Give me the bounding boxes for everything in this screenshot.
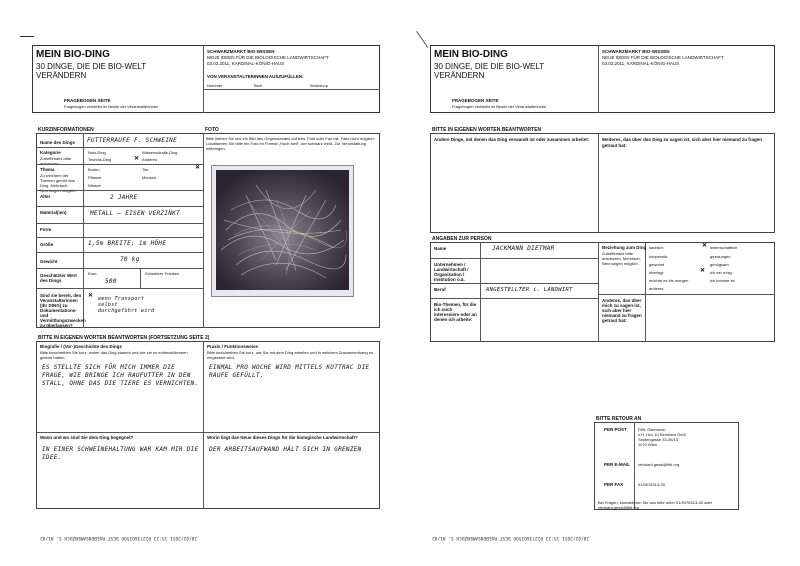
relation-note: Zutreffendes bitte ankreuzen. Mehrfach-Nennungen möglich.	[602, 251, 641, 266]
field-value-value[interactable]: 500	[105, 278, 117, 285]
form-page-label: FRAGEBOGEN SEITE	[64, 98, 111, 103]
header-subtitle-2-2: VERÄNDERN	[434, 71, 485, 80]
field-value-age[interactable]: 2 JAHRE	[110, 194, 138, 201]
other-things-label: Andere Dinge, mit denen das Ding verwandt ist oder zusammen arbeitet:	[434, 137, 590, 142]
photo-frame	[211, 165, 354, 297]
category-option-1[interactable]: Nutz-Ding	[88, 150, 106, 155]
relation-option-9[interactable]: möchte es bis morgen	[649, 278, 689, 283]
job-label: Beruf	[434, 287, 446, 292]
post-label: PER POST	[604, 427, 627, 432]
email-value[interactable]: reinhard.gessl@fibl.org	[638, 462, 680, 467]
event-line-2-1: NEUE IDEEN FÜR DIE BIOLOGISCHE LANDWIRTSCHAFT	[602, 55, 724, 60]
relation-check-mark: ✕	[702, 243, 708, 249]
relation-option-6[interactable]: genügsam	[710, 262, 729, 267]
organizer-field-1: Nummer	[207, 83, 223, 88]
q-bio-label: Biografie / (Vor-)Geschichte des Dings	[40, 344, 122, 349]
post-line-2: z.H. Hrn. Di Reinhard Geßl	[638, 432, 686, 437]
header-subtitle-2-1: 30 DINGE, DIE DIE BIO-WELT	[434, 62, 545, 71]
organizer-fill-label: VON VERANSTALTERINNEN AUSZUFÜLLEN:	[207, 74, 304, 79]
relation-option-11[interactable]: anderes	[649, 286, 664, 291]
q-praxis-label: Praxis / Funktionsweise	[207, 344, 259, 349]
relation-option-2[interactable]: leidenschaftlich	[710, 245, 738, 250]
field-label-value: Geschätzter Wert des Dings	[40, 273, 77, 283]
event-title: SCHWARZMARKT BIO-WISSEN	[207, 49, 275, 54]
other-about-me-label: Anderes, das über mich zu sagen ist, sich aber hier niemand zu fragen getraut hat:	[602, 298, 642, 323]
header-title: MEIN BIO-DING	[36, 49, 110, 60]
name-label: Name	[434, 246, 447, 251]
field-value-size[interactable]: 1,5m BREITE; 1m HÖHE	[88, 240, 167, 247]
q-praxis-answer[interactable]: EINMAL PRO WOCHE WIRD MITTELS KOTTRAC DIE RAUFE GEFÜLLT.	[209, 364, 370, 379]
theme-option-3[interactable]: Pflanze	[88, 175, 102, 180]
category-option-2[interactable]: Wissenschafts-Ding	[142, 150, 178, 155]
field-label-weight: Gewicht	[40, 259, 58, 264]
fax-label: PER FAX	[604, 482, 624, 487]
relation-option-8[interactable]: ich mir ruhig	[710, 270, 732, 275]
form-page-label-2: FRAGEBOGEN SEITE	[452, 98, 499, 103]
theme-check-mark: ✕	[195, 165, 201, 171]
relation-option-7[interactable]: überlegt	[649, 270, 664, 275]
q-when-label: Wann und wo sind Sie dem Ding begegnet?	[40, 435, 134, 440]
event-title-2: SCHWARZMARKT BIO-WISSEN	[602, 49, 670, 54]
field-unit-chf: Schweizer Franken	[145, 271, 180, 276]
continue-heading: BITTE IN EIGENEN WORTEN BEANTWORTEN (FORTSETZUNG SEITE 2)	[38, 335, 210, 341]
category-check-mark: ✕	[134, 156, 140, 162]
own-words-heading: BITTE IN EIGENEN WORTEN BEANTWORTEN	[432, 127, 542, 133]
field-note-category: Zutreffendes bitte ankreuzen	[40, 156, 72, 166]
organizer-field-2: Tisch	[253, 83, 263, 88]
photo-heading: FOTO	[205, 127, 219, 133]
relation-label: Beziehung zum Ding	[602, 245, 647, 250]
field-value-name[interactable]: FUTTERRAUFE F. SCHWEINE	[87, 137, 177, 144]
relation-option-4[interactable]: gezwungen	[710, 254, 731, 259]
field-value-consent[interactable]: wenn Transport selbst durchgeführt wird	[98, 296, 155, 314]
q-praxis-note: Bitte beschreiben Sie kurz, wie Sie mit dem Ding arbeiten und in welchem Zusammenhang es eingesetzt wird.	[207, 350, 374, 360]
relation-option-3[interactable]: kooperativ	[649, 254, 668, 259]
person-heading: ANGABEN ZUR PERSON	[432, 236, 492, 242]
fax-line-page-1: 28/02/2011 15:23 02273603596 DEST RUEBENSAMENZUCH S. 01/02	[40, 535, 198, 540]
field-label-category: Kategorie	[40, 150, 61, 155]
field-label-consent: Sind sie bereit, den Veranstalterinnen (Ihr DING) zu Dokumentations- und Vermittlungszwecken zu überlassen?	[40, 293, 86, 328]
event-line-1: NEUE IDEEN FÜR DIE BIOLOGISCHE LANDWIRTSCHAFT	[207, 55, 329, 60]
consent-check-mark: ✕	[88, 293, 94, 299]
short-info-heading: KURZINFORMATIONEN	[38, 127, 94, 133]
email-label: PER E-MAIL	[604, 462, 631, 467]
event-line-2: 03.03.2011, KARDINAL-KÖNIG-HAUS	[207, 61, 285, 66]
field-label-age: Alter	[40, 194, 51, 199]
q-new-label: Worin liegt das Neue dieses Dings für die biologische Landwirtschaft?	[207, 435, 358, 440]
q-when-answer[interactable]: IN EINER SCHWEINEHALTUNG WAR KAM MIR DIE IDEE.	[42, 446, 199, 461]
field-value-weight[interactable]: 70 kg	[120, 256, 140, 263]
q-bio-note: Bitte beschreiben Sie kurz, woher das Ding stammt und wie sie es entdeckt/kennen gelernt haben	[40, 350, 188, 360]
relation-check-mark-2: ✕	[700, 268, 706, 274]
fax-value: 01/9076313-20	[638, 482, 665, 487]
further-label: Weiteres, das über das Ding zu sagen ist, sich aber hier niemand zu fragen getraut hat:	[602, 137, 762, 148]
own-words-table	[430, 133, 775, 233]
fax-line-page-2: 28/02/2011 15:23 02273603596 DEST RUEBENSAMENZUCH S. 01/02	[432, 535, 590, 540]
bio-themes-label: Bio-Themen, für die ich mich interessiere oder an denen ich arbeite:	[434, 302, 477, 322]
relation-option-1[interactable]: sachlich	[649, 245, 664, 250]
field-label-name: Name des Dings	[40, 140, 76, 145]
theme-option-1[interactable]: Boden	[88, 167, 100, 172]
header-title-2: MEIN BIO-DING	[434, 49, 508, 60]
field-unit-euro: Euro	[88, 271, 97, 276]
theme-option-5[interactable]: Wissen	[88, 183, 102, 188]
photo-instructions: Bitte kleben Sie uns ein Bild des Gegenstandes auf bzw. Foto oder Fax mit. Falls nicht möglich: Lokalisieren Sie bitte ein Foto im Format „Hoch steil“, der schwarz weiß. Zur Veranstaltung mitbringen.	[206, 136, 375, 151]
q-bio-answer[interactable]: ES STELLTE SICH FÜR MICH IMMER DIE FRAGE, WIE BRINGE ICH RAUFUTTER IN DEN STALL, OHNE DAS DIE TIERE ES VERNICHTEN.	[42, 364, 199, 387]
form-page-2	[410, 30, 790, 550]
theme-option-4[interactable]: Mensch	[142, 175, 157, 180]
theme-option-2[interactable]: Tier	[142, 167, 149, 172]
category-option-3[interactable]: Technik-Ding	[88, 157, 112, 162]
form-page-note: Fragebogen verbleibt im Besitz der Veranstalterinnen	[64, 104, 159, 109]
post-line-4: 1070 Wien	[638, 442, 658, 447]
field-note-theme: Zu welchem der Themen gehört das Ding. Mehrfach-Nennungen möglich.	[40, 173, 77, 193]
post-line-1: FiBL Österreich	[638, 427, 666, 432]
q-new-answer[interactable]: DER ARBEITSAUFWAND HÄLT SICH IN GRENZEN	[209, 446, 362, 453]
form-page-1	[20, 30, 380, 550]
organizer-field-3: Workshop	[310, 83, 328, 88]
field-label-form: Form	[40, 227, 52, 232]
contact-note: Bei Fragen, kontaktieren Sie uns bitte unter 01/9076313-35 oder reinhard.gessl@fibl.org	[598, 500, 713, 510]
header-subtitle-1: 30 DINGE, DIE DIE BIO-WELT	[36, 62, 147, 71]
event-line-2-2: 03.03.2011, KARDINAL-KÖNIG-HAUS	[602, 61, 680, 66]
category-option-4[interactable]: Anderes	[142, 157, 157, 162]
relation-option-5[interactable]: gewohnt	[649, 262, 665, 267]
post-line-3: Seidengasse 33-35/13	[638, 437, 679, 442]
fold-corner	[416, 20, 444, 48]
field-value-material[interactable]: METALL – EISEN VERZINKT	[90, 210, 180, 217]
field-label-material: Material(ien)	[40, 210, 67, 215]
hay-photo	[216, 170, 349, 290]
field-label-size: Größe	[40, 242, 54, 247]
field-label-theme: Thema	[40, 167, 55, 172]
form-page-note-2: Fragebogen verbleibt im Besitz der Veranstalterinnen	[452, 104, 547, 109]
return-heading: BITTE RETOUR AN	[596, 416, 642, 422]
relation-option-10[interactable]: ich komme es	[710, 278, 735, 283]
margin-mark	[20, 36, 34, 37]
name-value[interactable]: JACKMANN DIETMAR	[492, 245, 555, 252]
job-value[interactable]: ANGESTELLTER i. LANDWIRT	[486, 287, 573, 293]
company-label: Unternehmen / Landwirtschaft / Organisation / Institution o.ä.	[434, 262, 469, 282]
header-subtitle-2: VERÄNDERN	[36, 71, 87, 80]
